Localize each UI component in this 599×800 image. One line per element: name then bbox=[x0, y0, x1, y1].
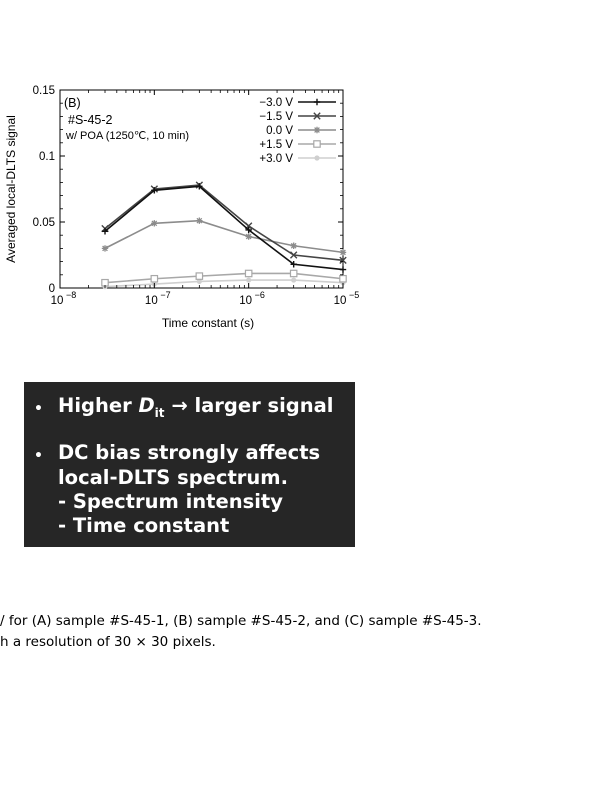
x-tick-label: 10 bbox=[144, 295, 158, 307]
legend-entry bbox=[259, 139, 336, 151]
summary-bullet-2-line-3: - Spectrum intensity bbox=[58, 490, 283, 513]
condition-label: w/ POA (1250℃, 10 min) bbox=[66, 130, 190, 142]
data-point bbox=[245, 270, 251, 276]
x-tick-label: 10 bbox=[333, 295, 347, 307]
y-tick-label: 0.15 bbox=[32, 85, 55, 97]
x-tick-exponent: −7 bbox=[160, 290, 171, 300]
legend-label: 0.0 V bbox=[266, 125, 293, 137]
legend-entry bbox=[266, 125, 336, 137]
sample-label: #S-45-2 bbox=[68, 113, 113, 127]
legend-label: +3.0 V bbox=[259, 153, 293, 165]
data-point bbox=[290, 270, 296, 276]
x-tick-label: 10 bbox=[50, 295, 64, 307]
bullet-1-prefix: Higher bbox=[58, 394, 139, 417]
legend-entry bbox=[259, 153, 336, 165]
data-point bbox=[151, 276, 157, 282]
x-tick-exponent: −5 bbox=[349, 290, 360, 300]
bullet-marker-2: • bbox=[34, 448, 43, 464]
panel-label: (B) bbox=[64, 96, 81, 110]
data-point bbox=[196, 217, 202, 223]
x-tick-label: 10 bbox=[239, 295, 253, 307]
data-point bbox=[102, 280, 108, 286]
series-line bbox=[105, 185, 343, 260]
x-axis-title: Time constant (s) bbox=[161, 316, 255, 330]
legend-label: −3.0 V bbox=[259, 97, 293, 109]
x-tick-exponent: −6 bbox=[254, 290, 265, 300]
bullet-1-suffix: → larger signal bbox=[164, 394, 334, 417]
dit-subscript: it bbox=[154, 405, 165, 420]
legend-label: +1.5 V bbox=[259, 139, 293, 151]
y-tick-label: 0.1 bbox=[39, 151, 55, 163]
legend-marker bbox=[314, 127, 320, 133]
bullet-marker-1: • bbox=[34, 401, 43, 417]
data-point bbox=[340, 249, 346, 255]
series-line bbox=[105, 280, 343, 287]
series-star bbox=[102, 217, 346, 255]
legend-entry bbox=[259, 97, 336, 109]
summary-bullet-2-line-2: local-DLTS spectrum. bbox=[58, 466, 288, 489]
legend bbox=[259, 97, 336, 165]
series-square bbox=[102, 270, 346, 286]
caption-line-1: / for (A) sample #S-45-1, (B) sample #S-45-2, and (C) sample #S-45-3. bbox=[0, 613, 482, 629]
legend-label: −1.5 V bbox=[259, 111, 293, 123]
data-point bbox=[245, 233, 251, 239]
data-point bbox=[291, 277, 296, 282]
dit-symbol: D bbox=[138, 394, 155, 417]
y-axis-title: Averaged local-DLTS signal bbox=[4, 115, 18, 263]
summary-bullet-2-line-1: DC bias strongly affects bbox=[58, 441, 321, 464]
y-tick-label: 0.05 bbox=[32, 217, 55, 229]
series-line bbox=[105, 221, 343, 253]
data-point bbox=[340, 276, 346, 282]
x-tick-exponent: −8 bbox=[66, 290, 77, 300]
series-x bbox=[102, 182, 346, 264]
summary-bullet-1 bbox=[58, 394, 333, 425]
legend-marker bbox=[314, 99, 320, 105]
summary-panel bbox=[24, 382, 355, 547]
data-point bbox=[340, 266, 346, 272]
dlts-chart bbox=[0, 70, 370, 340]
y-tick-label: 0 bbox=[48, 283, 55, 295]
summary-bullet-2-line-4: - Time constant bbox=[58, 514, 230, 537]
data-point bbox=[290, 243, 296, 249]
legend-marker bbox=[314, 155, 319, 160]
data-point bbox=[102, 245, 108, 251]
legend-entry bbox=[259, 111, 336, 123]
caption-line-2: h a resolution of 30 × 30 pixels. bbox=[0, 634, 216, 650]
data-point bbox=[196, 273, 202, 279]
legend-marker bbox=[314, 141, 320, 147]
series-layer bbox=[102, 182, 346, 289]
data-point bbox=[246, 277, 251, 282]
data-point bbox=[151, 220, 157, 226]
